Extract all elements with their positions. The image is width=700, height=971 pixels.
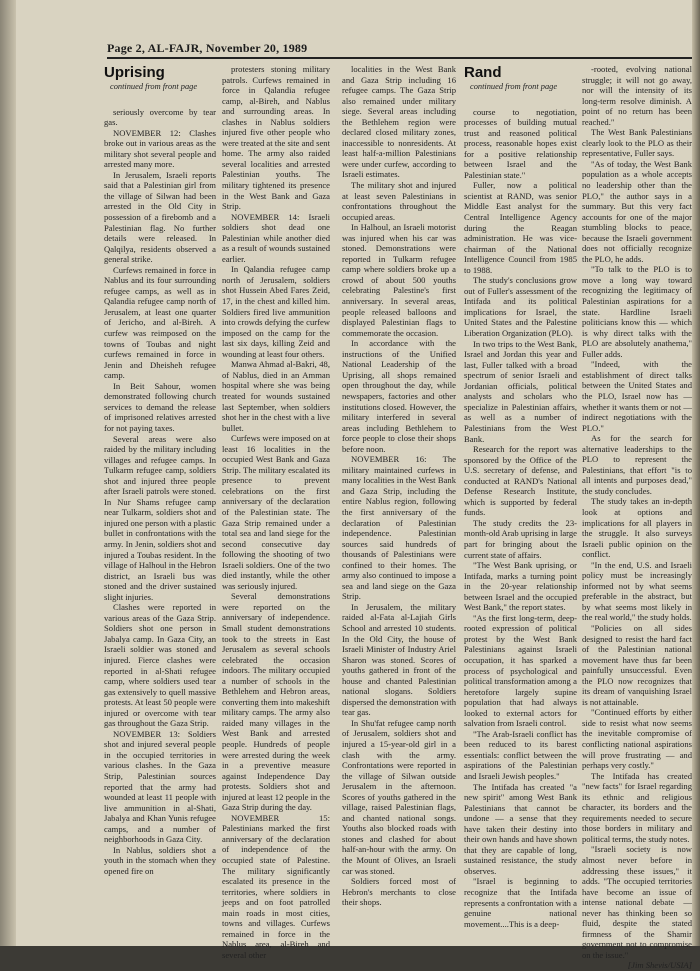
- paragraph: The military shot and injured at least seven Palestinians in confrontations throughout the occupied areas.: [342, 180, 456, 222]
- rand-continued: continued from front page: [470, 82, 558, 91]
- paragraph: NOVEMBER 14: Israeli soldiers shot dead one Palestinian while another died as a result of wounds sustained earlier.: [222, 211, 330, 264]
- rand-title: Rand: [464, 64, 502, 81]
- column-4: [464, 64, 577, 938]
- rand-body-2: [582, 64, 692, 960]
- paragraph: "As the first long-term, deep-rooted expression of political protest by the West Bank Palestinians against Israeli occupation, it has sparked a process of psychological and political transformation among a heretofore largely supine population that had always looked to external actors for salvation from Israeli control.: [464, 612, 577, 729]
- paragraph: NOVEMBER 12: Clashes broke out in various areas as the military shot several people and arrested many more.: [104, 127, 216, 170]
- uprising-body-1: [104, 107, 216, 877]
- paragraph: localities in the West Bank and Gaza Strip including 16 refugee camps. The Gaza Strip also remained under military siege. Several areas including the Bethlehem region were declared closed military zones, inaccessible to nonresidents. At least half-a-million Palestinians were under curfew, according to Israeli estimates.: [342, 64, 456, 180]
- column-5: [582, 64, 692, 971]
- paragraph: The Intifada has created "a new spirit" among West Bank Palestinians that cannot be undone — a sense that they have taken their destiny into their own hands and have shown that they are capable of long, sustained resistance, the study observes.: [464, 781, 577, 876]
- column-2: [222, 64, 330, 960]
- page-header: Page 2, AL-FAJR, November 20, 1989: [107, 41, 308, 55]
- paragraph: "To talk to the PLO is to move a long way toward recognizing the legitimacy of Palestinian aspirations for a state. Hardline Israeli politicians know this — which is why direct talks with the PLO are absolutely anathema," Fuller adds.: [582, 264, 692, 359]
- paragraph: In two trips to the West Bank, Israel and Jordan this year and last, Fuller talked with a broad spectrum of senior Israeli and Jordanian officials, political analysts and scholars who specialize in Palestinian affairs, as well as a number of Palestinians from the West Bank.: [464, 338, 577, 444]
- paragraph: The study takes an in-depth look at options and implications for all players in the struggle. It also surveys Israeli public opinion on the conflict.: [582, 496, 692, 560]
- paragraph: Curfews were imposed on at least 16 localities in the occupied West Bank and Gaza Strip. The military escalated its presence to prevent celebrations on the first anniversary of the declaration of the Palestinian state. The Gaza Strip remained under a total sea and land siege for the second consecutive day following the shooting of two Israeli soldiers. One of the two died instantly, while the other was seriously injured.: [222, 433, 330, 591]
- paragraph: Several demonstrations were reported on the anniversary of independence. Small student demonstrations took to the streets in East Jerusalem as several schools celebrated the occasion indoors. The military occupied a number of schools in the Bethlehem and Hebron areas, converting them into makeshift military camps. The army also raided many villages in the West Bank and arrested people. Hundreds of people were arrested during the week in a preventive measure against Independence Day protests. Soldiers shot and injured at least 12 people in the Gaza Strip during the day.: [222, 591, 330, 813]
- uprising-body-3: [342, 64, 456, 908]
- paragraph: As for the search for alternative leaderships to the PLO to represent the Palestinians, that effort "is to all intents and purposes dead," the study concludes.: [582, 433, 692, 496]
- paragraph: In accordance with the instructions of the Unified National Leadership of the Uprising, all shops remained open throughout the day, while newspapers, factories and other institutions closed. However, the military interfered in several areas including Bethlehem to force people to close their shops before noon.: [342, 338, 456, 454]
- paragraph: protesters stoning military patrols. Curfews remained in force in Qalandia refugee camp, al-Bireh, and Nablus and surrounding areas. In clashes in Nablus soldiers injured five other people who were treated at the site and sent home. The army also raided several localities and arrested Palestinian youths. The military tightened its presence in the West Bank and Gaza Strip.: [222, 64, 330, 212]
- page-edge: [692, 0, 700, 946]
- paragraph: -rooted, evolving national struggle; it will not go away, nor will the intensity of its long-term resolve diminish. A point of no return has been reached.": [582, 64, 692, 127]
- paragraph: In Qalandia refugee camp north of Jerusalem, soldiers shot Hussein Abed Fares Zeid, 17, in the chest and killed him. Soldiers fired live ammunition into crowds defying the curfew imposed on the camp for the last six days, killing Zeid and wounding at least four others.: [222, 264, 330, 359]
- paragraph: The Intifada has created "new facts" for Israel regarding its ethnic and religious character, its borders and the requirements needed to secure those borders in military and political terms, the study notes.: [582, 770, 692, 844]
- paragraph: "The West Bank uprising, or Intifada, marks a turning point in the 20-year relationship between Israel and the occupied West Bank," the report states.: [464, 560, 577, 613]
- paragraph: The West Bank Palestinians clearly look to the PLO as their representative, Fuller says.: [582, 127, 692, 159]
- uprising-body-2: [222, 64, 330, 960]
- paragraph: NOVEMBER 13: Soldiers shot and injured several people in the occupied territories in various clashes. In the Gaza Strip, Palestinian sources reported that the army had wounded at least 11 people with live ammunition in al-Shati, Jabalya and Khan Yunis refugee camps, and a number of neighborhoods in Gaza City.: [104, 728, 216, 845]
- paragraph: NOVEMBER 16: The military maintained curfews in many localities in the West Bank and Gaza Strip, including the entire Nablus region, following the first anniversary of the declaration of Palestinian independence. Palestinian sources said hundreds of thousands of Palestinians were confined to their homes. The army also continued to impose a sea and land siege on the Gaza Strip.: [342, 454, 456, 602]
- paragraph: Curfews remained in force in Nablus and its four surrounding refugee camps, as well as in Qalandia refugee camp north of Jerusalem, at least one quarter of Jericho, and al-Bireh. A curfew was reimposed on the towns of Toubas and night curfews remained in force in Jenin and Dheisheh refugee camp.: [104, 264, 216, 381]
- uprising-title: Uprising: [104, 64, 165, 81]
- paragraph: Fuller, now a political scientist at RAND, was senior Middle East analyst for the Central Intelligence Agency during the Reagan administration. He was vice-chairman of the National Intelligence Council from 1985 to 1988.: [464, 180, 577, 275]
- paragraph: NOVEMBER 15: Palestinians marked the first anniversary of the declaration of independence of the occupied state of Palestine. The military significantly escalated its presence in the territories, where soldiers in jeeps and on foot patrolled main roads in most cities, towns and villages. Curfews remained in force in the Nablus area, al-Bireh and several other: [222, 812, 330, 960]
- paragraph: Manwa Ahmad al-Bakri, 48, of Nablus, died in an Amman hospital where she was being treated for wounds sustained last September, when soldiers shot her in the chest with a live bullet.: [222, 359, 330, 433]
- paragraph: "Israel is beginning to recognize that the Intifada represents a confrontation with a genuine national movement....This is a deep-: [464, 876, 577, 929]
- uprising-continued: continued from front page: [110, 82, 198, 91]
- header-rule: [107, 57, 692, 59]
- paragraph: "In the end, U.S. and Israeli policy must be increasingly informed not by what seems preferable in the abstract, but by what seems most likely in the real world," the study holds.: [582, 559, 692, 623]
- paragraph: "Policies on all sides designed to resist the hard fact of the Palestinian national movement have thus far been painfully unsuccessful. Even the PLO now recognizes that its dream of vanquishing Israel is not attainable.: [582, 622, 692, 707]
- paragraph: Several areas were also raided by the military including villages and refugee camps. In Tulkarm refugee camp, soldiers shot and injured three people after Israeli patrols were stoned. In Nur Shams refugee camp near Tulkarm, soldiers shot and injured one person with a plastic bullet in confrontations with the army. In Jenin, soldiers shot and injured a Toubas resident. In the village of Halhoul in the Hebron district, an Israeli bus was stoned and the driver sustained slight injuries.: [104, 433, 216, 602]
- column-1: [104, 64, 216, 938]
- paragraph: "The Arab-Israeli conflict has been reduced to its barest essentials: conflict between the aspirations of the Palestinian and Israeli Jewish peoples.": [464, 728, 577, 781]
- column-3: [342, 64, 456, 938]
- rand-body-1: [464, 107, 577, 930]
- paragraph: In Nablus, soldiers shot a youth in the stomach when they opened fire on: [104, 844, 216, 876]
- paragraph: "Israeli society is now almost never before in addressing these issues," it adds. "The occupied territories have become an issue of intense national debate — never has thinking been so fluid, despite the stated firmness of the Shamir government not to compromise on the issue.": [582, 844, 692, 960]
- paragraph: seriously overcome by tear gas.: [104, 106, 216, 128]
- paragraph: course to negotiation, processes of building mutual trust and reasoned political process, reasonable hopes exist for a positive relationship between Israel and the Palestinian state.": [464, 106, 577, 180]
- paragraph: In Halhoul, an Israeli motorist was injured when his car was stoned. Demonstrations were reported in Tulkarm refugee camp where soldiers broke up a crowd of about 500 youths celebrating Palestine's first anniversary. In several areas, people released balloons and displayed Palestinian flags to commemorate the occasion.: [342, 222, 456, 338]
- paragraph: Clashes were reported in various areas of the Gaza Strip. Soldiers shot one person in Jabalya camp. In Gaza City, an Israeli soldier was stoned and injured. Fierce clashes were reported in al-Shati refugee camp, where soldiers used tear gas extensively to quell massive protests. At least 50 people were injured or overcome with tear gas throughout the Gaza Strip.: [104, 602, 216, 729]
- paragraph: "As of today, the West Bank population as a whole accepts no leadership other than the PLO," the author says in a summary. But this very fact accounts for one of the major stumbling blocks to peace, because the Israeli government does not officially recognize the PLO, he adds.: [582, 158, 692, 264]
- paragraph: Soldiers forced most of Hebron's merchants to close their shops.: [342, 876, 456, 908]
- paragraph: The study's conclusions grow out of Fuller's assessment of the Intifada and its political implications for Israel, the United States and the Palestine Liberation Organization (PLO).: [464, 275, 577, 339]
- paragraph: In Jerusalem, the military raided al-Fata al-Lajiah Girls School and arrested 10 students. In the Old City, the house of Israeli Minister of Industry Ariel Sharon was stoned. Scores of youths gathered in front of the house and chanted Palestinian national slogans. Soldiers dispersed the demonstration with tear gas.: [342, 601, 456, 718]
- paragraph: Research for the report was sponsored by the Office of the U.S. secretary of defense, and conducted at RAND's National Defense Research Institute, which is supported by federal funds.: [464, 444, 577, 518]
- paragraph: In Beit Sahour, women demonstrated following church services to demand the release of imprisoned relatives arrested for not paying taxes.: [104, 380, 216, 433]
- paragraph: In Jerusalem, Israeli reports said that a Palestinian girl from the village of Silwan had been arrested in the Old City in possession of a firebomb and a Palestinian flag. No further details were released. In Qalqilya, residents observed a general strike.: [104, 169, 216, 265]
- binding-shadow: [0, 0, 16, 946]
- paragraph: "Indeed, with the establishment of direct talks between the United States and the PLO, Israel now has — whether it wants them or not — indirect negotiations with the PLO.": [582, 359, 692, 433]
- paragraph: "Continued efforts by either side to resist what now seems the inevitable compromise of conflicting national aspirations will prove frustrating — and perhaps very costly.": [582, 707, 692, 771]
- paragraph: The study credits the 23-month-old Arab uprising in large part for bringing about the current state of affairs.: [464, 517, 577, 560]
- byline-signature: [Jim Shevis/USIA]: [627, 960, 692, 971]
- paragraph: In Shu'fat refugee camp north of Jerusalem, soldiers shot and injured a 15-year-old girl in a clash with the army. Confrontations were reported in the village of Silwan outside Jerusalem in the afternoon. Scores of youths gathered in the village, raised Palestinian flags, and chanted national songs. Youths also blocked roads with stones and clashed for about half-an-hour with the army. On the Mount of Olives, an Israeli car was stoned.: [342, 717, 456, 876]
